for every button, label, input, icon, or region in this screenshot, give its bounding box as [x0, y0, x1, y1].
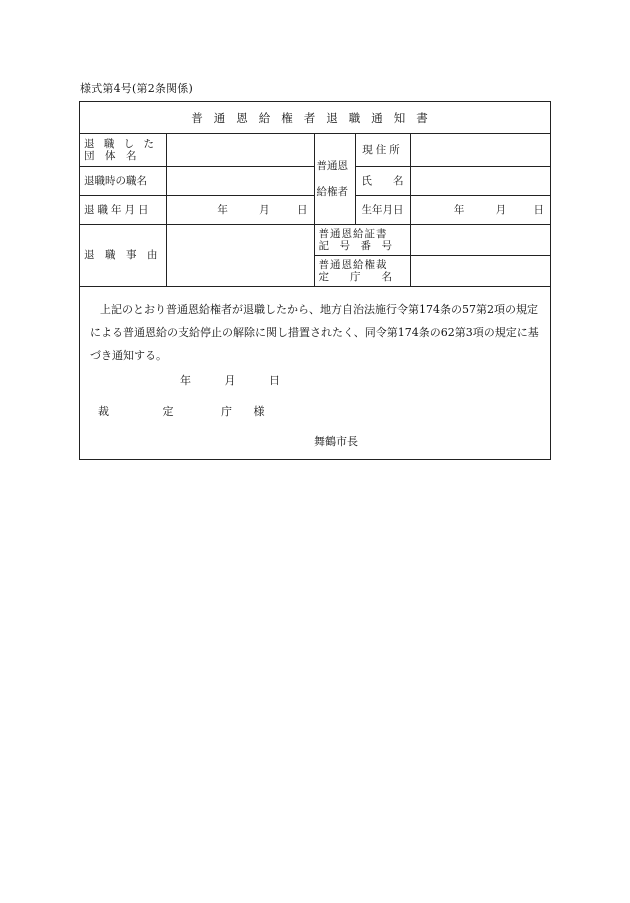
- issue-day: 日: [269, 374, 280, 387]
- issue-month: 月: [224, 374, 236, 387]
- reason-value[interactable]: [166, 224, 314, 286]
- holder-label: 普通恩 給権者: [314, 134, 355, 224]
- birth-date-value[interactable]: 年 月 日: [410, 195, 550, 224]
- addressee-char-3: 庁: [221, 405, 232, 418]
- retire-date-value[interactable]: 年 月 日: [166, 195, 314, 224]
- address-value[interactable]: [410, 134, 550, 166]
- name-label: 氏 名: [355, 166, 410, 195]
- retire-date-label: 退職年月日: [80, 195, 166, 224]
- signer: 舞鶴市長: [314, 435, 358, 448]
- name-value[interactable]: [410, 166, 550, 195]
- cert-value[interactable]: [410, 224, 550, 255]
- reason-label: 退 職 事 由: [80, 224, 166, 286]
- address-label: 現住所: [355, 134, 410, 166]
- notice-frame: [79, 101, 551, 460]
- form-number: 様式第4号(第2条関係): [80, 82, 193, 95]
- form-table: [80, 134, 550, 287]
- position-value[interactable]: [166, 166, 314, 195]
- issue-date: [180, 372, 310, 388]
- cert-label: 普通恩給証書 記 号 番 号: [314, 224, 410, 255]
- form-title: 普通恩給権者退職通知書: [80, 102, 550, 134]
- org-value[interactable]: [166, 134, 314, 166]
- notice-body: [90, 298, 542, 367]
- position-label: 退職時の職名: [80, 166, 166, 195]
- addressee-char-2: 定: [162, 405, 174, 418]
- addressee-char-1: 裁: [98, 405, 109, 418]
- org-label: 退 職 し た 団 体 名: [80, 134, 166, 166]
- agency-value[interactable]: [410, 255, 550, 286]
- notice-paragraph: 上記のとおり普通恩給権者が退職したから、地方自治法施行令第174条の57第2項の規定による普通恩給の支給停止の解除に関し措置されたく、同令第174条の62第3項の規定に基づき通知する。: [90, 303, 539, 362]
- addressee: [98, 403, 265, 419]
- agency-label: 普通恩給権裁 定 庁 名: [314, 255, 410, 286]
- addressee-char-4: 様: [253, 405, 265, 418]
- issue-year: 年: [180, 374, 191, 387]
- birth-date-label: 生年月日: [355, 195, 410, 224]
